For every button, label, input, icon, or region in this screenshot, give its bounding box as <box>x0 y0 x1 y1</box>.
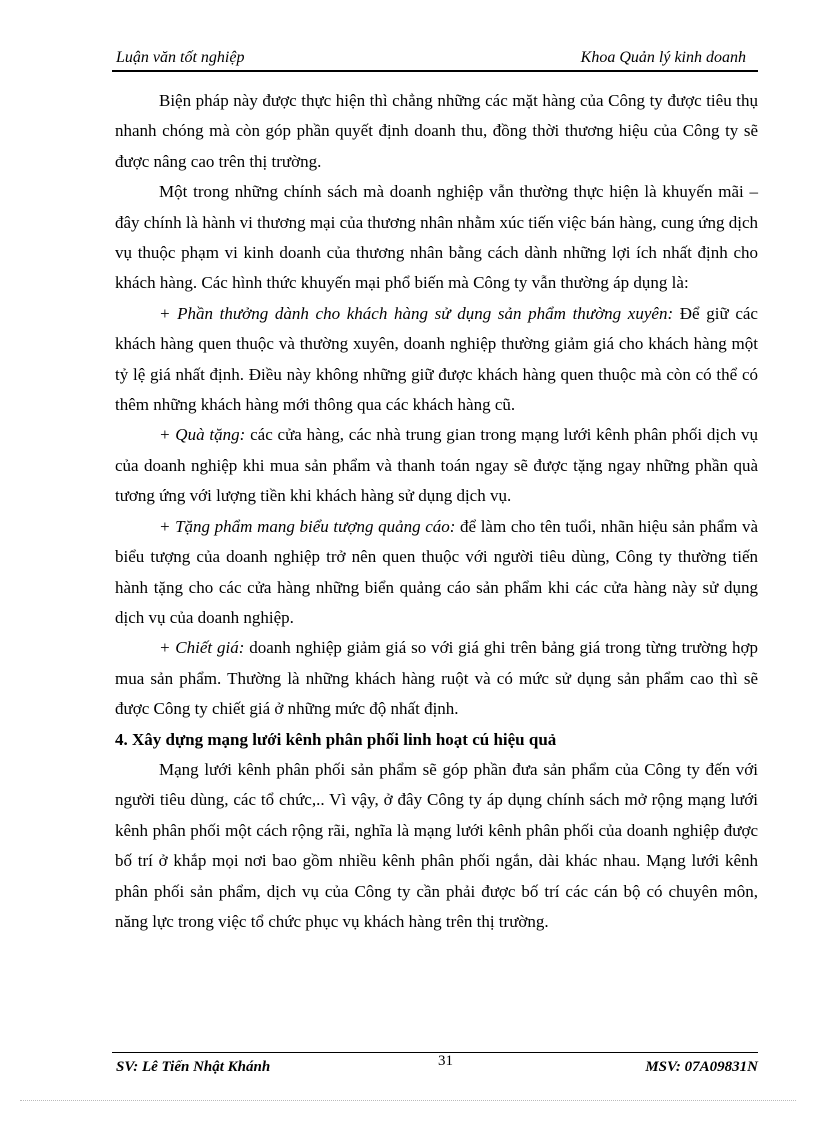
bullet-text: Để giữ các khách hàng quen thuộc và thường xuyên, doanh nghiệp thường giảm giá cho khách hàng một tỷ lệ giá nhất định. Điều này không những giữ được khách hàng quen thuộc mà còn có thể có thêm những khách hàng mới thông qua các khách hàng cũ. <box>115 303 758 415</box>
bullet-lead: + Phần thưởng dành cho khách hàng sử dụng sản phẩm thường xuyên: <box>159 303 674 323</box>
footer-student-name: SV: Lê Tiến Nhật Khánh <box>116 1059 271 1075</box>
bullet-item <box>115 633 758 724</box>
paragraph: Biện pháp này được thực hiện thì chẳng những các mặt hàng của Công ty được tiêu thụ nhanh chóng mà còn góp phần quyết định doanh thu, đồng thời thương hiệu của Công ty sẽ được nâng cao trên thị trường. <box>115 91 758 171</box>
section-heading: 4. Xây dựng mạng lưới kênh phân phối linh hoạt cú hiệu quả <box>115 729 557 749</box>
bullet-text: doanh nghiệp giảm giá so với giá ghi trên bảng giá trong từng trường hợp mua sản phẩm. Thường là những khách hàng ruột và có mức sử dụng sản phẩm cao thì sẽ được Công ty chiết giá ở những mức độ nhất định. <box>115 638 758 719</box>
footer-student-id: MSV: 07A09831N <box>645 1059 758 1075</box>
bullet-item <box>115 512 758 634</box>
bullet-item <box>115 299 758 421</box>
bullet-lead: + Tặng phẩm mang biểu tượng quảng cáo: <box>159 516 456 536</box>
bullet-text: để làm cho tên tuổi, nhãn hiệu sản phẩm và biểu tượng của doanh nghiệp trở nên quen thuộc với người tiêu dùng, Công ty thường tiến hành tặng cho các cửa hàng những biển quảng cáo sản phẩm khi các cửa hàng này sử dụng dịch vụ của doanh nghiệp. <box>115 516 758 627</box>
page-bottom-divider <box>20 1100 796 1101</box>
bullet-lead: + Chiết giá: <box>159 638 245 658</box>
page-header <box>112 46 758 72</box>
header-thesis-label: Luận văn tốt nghiệp <box>116 49 245 66</box>
paragraph: Mạng lưới kênh phân phối sản phẩm sẽ góp phần đưa sản phẩm của Công ty đến với người tiêu dùng, các tổ chức,.. Vì vậy, ở đây Công ty áp dụng chính sách mở rộng mạng lưới kênh phân phối một cách rộng rãi, nghĩa là mạng lưới kênh phân phối của doanh nghiệp được bố trí ở khắp mọi nơi bao gồm nhiều kênh phân phối ngắn, dài khác nhau. Mạng lưới kênh phân phối sản phẩm, dịch vụ của Công ty cần phải được bố trí các cán bộ có chuyên môn, năng lực trong việc tổ chức phục vụ khách hàng trên thị trường. <box>115 759 758 931</box>
bullet-text: các cửa hàng, các nhà trung gian trong mạng lưới kênh phân phối dịch vụ của doanh nghiệp khi mua sản phẩm và thanh toán ngay sẽ được tặng ngay những phần quà tương ứng với lượng tiền khi khách hàng sử dụng dịch vụ. <box>115 425 758 506</box>
document-body <box>115 86 758 937</box>
bullet-item <box>115 420 758 511</box>
bullet-lead: + Quà tặng: <box>159 425 246 445</box>
paragraph: Một trong những chính sách mà doanh nghiệp vẫn thường thực hiện là khuyến mãi – đây chính là hành vi thương mại của thương nhân nhằm xúc tiến việc bán hàng, cung ứng dịch vụ thuộc phạm vi kinh doanh của thương nhân bằng cách dành những lợi ích nhất định cho khách hàng. Các hình thức khuyến mại phổ biến mà Công ty vẫn thường áp dụng là: <box>115 182 758 293</box>
page-footer <box>112 1052 758 1079</box>
page-number: 31 <box>438 1053 453 1069</box>
header-faculty-label: Khoa Quản lý kinh doanh <box>580 49 746 66</box>
